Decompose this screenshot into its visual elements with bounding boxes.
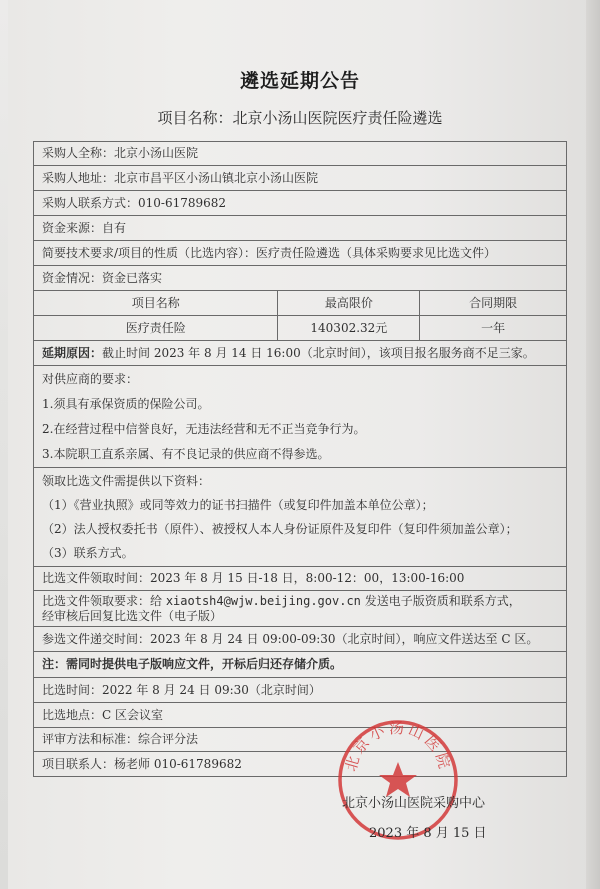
docs-req-item: （2）法人授权委托书（原件）、被授权人本人身份证原件及复印件（复印件须加盖公章）；	[42, 522, 518, 536]
pickup-req-line2: 经审核后回复比选文件（电子版）	[42, 608, 223, 623]
project-contact: 项目联系人：杨老师 010-61789682	[34, 752, 567, 777]
fund-status: 资金情况：资金已落实	[34, 266, 567, 291]
project-name: 项目名称：北京小汤山医院医疗责任险遴选	[157, 109, 443, 127]
submit-note: 注：需同时提供电子版响应文件，开标后归还存储介质。	[34, 652, 567, 678]
selection-time: 比选时间：2022 年 8 月 24 日 09:30（北京时间）	[34, 678, 567, 703]
purchaser-address: 采购人地址：北京市昌平区小汤山镇北京小汤山医院	[34, 166, 567, 191]
docs-req-item: （1）《营业执照》或同等效力的证书扫描件（或复印件加盖本单位公章）；	[42, 498, 434, 512]
docs-req-item: （3）联系方式。	[42, 546, 134, 560]
issue-date: 2023 年 8 月 15 日	[369, 826, 487, 841]
delay-text: 截止时间 2023 年 8 月 14 日 16:00（北京时间），该项目报名服务商不足三家。	[102, 345, 535, 360]
pickup-time: 比选文件领取时间：2023 年 8 月 15 日-18 日，8:00-12：00，13:00-16:00	[34, 567, 567, 591]
header-contract-term: 合同期限	[420, 291, 567, 316]
docs-req-heading: 领取比选文件需提供以下资料：	[42, 474, 211, 488]
purchaser-name: 采购人全称：北京小汤山医院	[34, 142, 567, 166]
supplier-requirements	[34, 366, 567, 468]
pickup-req-prefix: 比选文件领取要求：给	[42, 593, 166, 608]
cell-contract-term: 一年	[420, 316, 567, 341]
fund-source: 资金来源：自有	[34, 216, 567, 241]
pickup-req-suffix: 发送电子版资质和联系方式，	[360, 593, 521, 608]
document-title: 遴选延期公告	[239, 70, 360, 92]
delay-label: 延期原因：	[42, 345, 103, 360]
supplier-req-item: 2.在经营过程中信誉良好，无违法经营和无不正当竞争行为。	[42, 421, 366, 436]
review-method: 评审方法和标准：综合评分法	[34, 728, 567, 752]
supplier-req-item: 1.须具有承保资质的保险公司。	[42, 396, 210, 411]
supplier-req-heading: 对供应商的要求：	[42, 371, 139, 386]
header-max-price: 最高限价	[278, 291, 420, 316]
submit-time: 参选文件递交时间：2023 年 8 月 24 日 09:00-09:30（北京时间），响应文件送达至 C 区。	[34, 627, 567, 652]
issuing-organization: 北京小汤山医院采购中心	[342, 796, 486, 811]
header-project-name: 项目名称	[34, 291, 278, 316]
docs-requirements	[34, 468, 567, 567]
binder-edge	[586, 0, 600, 889]
cell-project-name: 医疗责任险	[34, 316, 278, 341]
announcement-table	[33, 141, 567, 777]
purchaser-contact: 采购人联系方式：010-61789682	[34, 191, 567, 216]
delay-reason	[34, 341, 567, 366]
supplier-req-item: 3.本院职工直系亲属、有不良记录的供应商不得参选。	[42, 446, 330, 461]
pickup-requirements	[34, 591, 567, 627]
cell-max-price: 140302.32元	[278, 316, 420, 341]
pickup-email: xiaotsh4@wjw.beijing.gov.cn	[165, 593, 361, 608]
seal-text: 北京小汤山医院	[341, 719, 455, 774]
selection-location: 比选地点：C 区会议室	[34, 703, 567, 728]
requirements: 简要技术要求/项目的性质（比选内容）：医疗责任险遴选（具体采购要求见比选文件）	[34, 241, 567, 266]
